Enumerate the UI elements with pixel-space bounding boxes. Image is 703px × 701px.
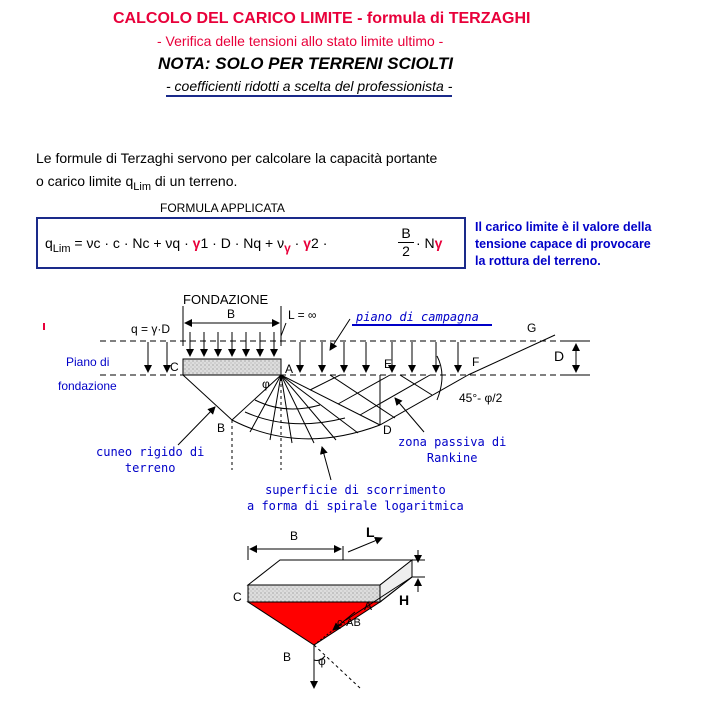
- wedge-c-label: C: [233, 590, 242, 604]
- fraction-denominator: 2: [402, 243, 410, 259]
- piano-di-label: Piano di: [66, 355, 110, 369]
- formula-part-1: = νc · c · Nc + νq ·: [74, 235, 193, 251]
- gamma-1: γ: [192, 235, 201, 251]
- piano-campagna-label: piano di campagna: [356, 310, 479, 324]
- cuneo-label: [96, 444, 204, 476]
- wedge-h-label: H: [399, 592, 410, 608]
- superficie-label: [247, 482, 464, 514]
- cuneo-line-1: cuneo rigido di: [96, 445, 205, 459]
- page-subtitle: - Verifica delle tensioni allo stato limite ultimo -: [157, 33, 444, 49]
- l-leader: [281, 323, 286, 336]
- cohesion-label: c·AB: [337, 617, 361, 629]
- zona-label: [398, 434, 506, 466]
- gamma-end: γ: [434, 235, 443, 251]
- fondazione-label: FONDAZIONE: [183, 292, 269, 307]
- b-label: B: [227, 307, 236, 321]
- surcharge-arrows-left: [148, 342, 167, 372]
- surcharge-label: q = γ·D: [131, 322, 171, 336]
- wedge-a-label: A: [364, 599, 373, 613]
- note-line-1: Il carico limite è il valore della: [475, 220, 652, 234]
- wedge-b-label: B: [290, 529, 299, 543]
- intro-line-2-prefix: o carico limite q: [36, 173, 134, 189]
- point-a: A: [285, 362, 294, 376]
- wedge-l-label: L: [366, 524, 375, 540]
- intro-line-2-suffix: di un terreno.: [151, 173, 238, 189]
- formula-lhs: q: [45, 235, 53, 251]
- foundation-load-arrows: [190, 332, 274, 356]
- point-c: C: [170, 360, 179, 374]
- point-e: E: [384, 357, 393, 371]
- foundation-block: [183, 359, 281, 375]
- phi-angle: φ: [262, 377, 270, 391]
- nota-heading: NOTA: SOLO PER TERRENI SCIOLTI: [158, 54, 453, 73]
- gamma-sub: γ: [284, 240, 291, 255]
- page-title: CALCOLO DEL CARICO LIMITE - formula di TERZAGHI: [113, 10, 531, 27]
- d-dimension-label: D: [554, 348, 565, 364]
- l-infinity-label: L = ∞: [288, 308, 317, 322]
- point-d: D: [383, 423, 392, 437]
- point-g: G: [527, 321, 537, 335]
- formula-part-5: · N: [416, 235, 435, 251]
- formula-caption: FORMULA APPLICATA: [160, 201, 285, 215]
- point-f: F: [472, 355, 480, 369]
- fondazione-level-label: fondazione: [58, 379, 117, 393]
- wedge-b-point: B: [283, 650, 292, 664]
- zona-line-2: Rankine: [426, 451, 478, 465]
- formula-part-3: ·: [290, 235, 304, 251]
- intro-line-2-sub: Lim: [133, 180, 151, 193]
- cuneo-line-2: terreno: [124, 461, 176, 475]
- superficie-line-2: a forma di spirale logaritmica: [247, 499, 464, 513]
- wedge-3d: [248, 538, 425, 688]
- note-line-2: tensione capace di provocare: [475, 237, 651, 251]
- formula-lhs-sub: Lim: [52, 242, 71, 255]
- formula-part-2: 1 · D · Nq + ν: [200, 235, 285, 251]
- zona-line-1: zona passiva di: [398, 435, 507, 449]
- angle-label: 45°- φ/2: [459, 391, 503, 405]
- surcharge-arrows-right: [300, 342, 458, 372]
- intro-line-1: Le formule di Terzaghi servono per calcolare la capacità portante: [36, 150, 438, 166]
- superficie-line-1: superficie di scorrimento: [265, 483, 446, 497]
- note-line-3: la rottura del terreno.: [475, 254, 601, 268]
- gamma-2: γ: [303, 235, 312, 251]
- fraction-numerator: B: [398, 225, 414, 243]
- formula-part-4: 2 ·: [311, 235, 328, 251]
- coefficients-note: - coefficienti ridotti a scelta del professionista -: [166, 78, 452, 97]
- point-b: B: [217, 421, 226, 435]
- wedge-phi: φ: [318, 654, 326, 668]
